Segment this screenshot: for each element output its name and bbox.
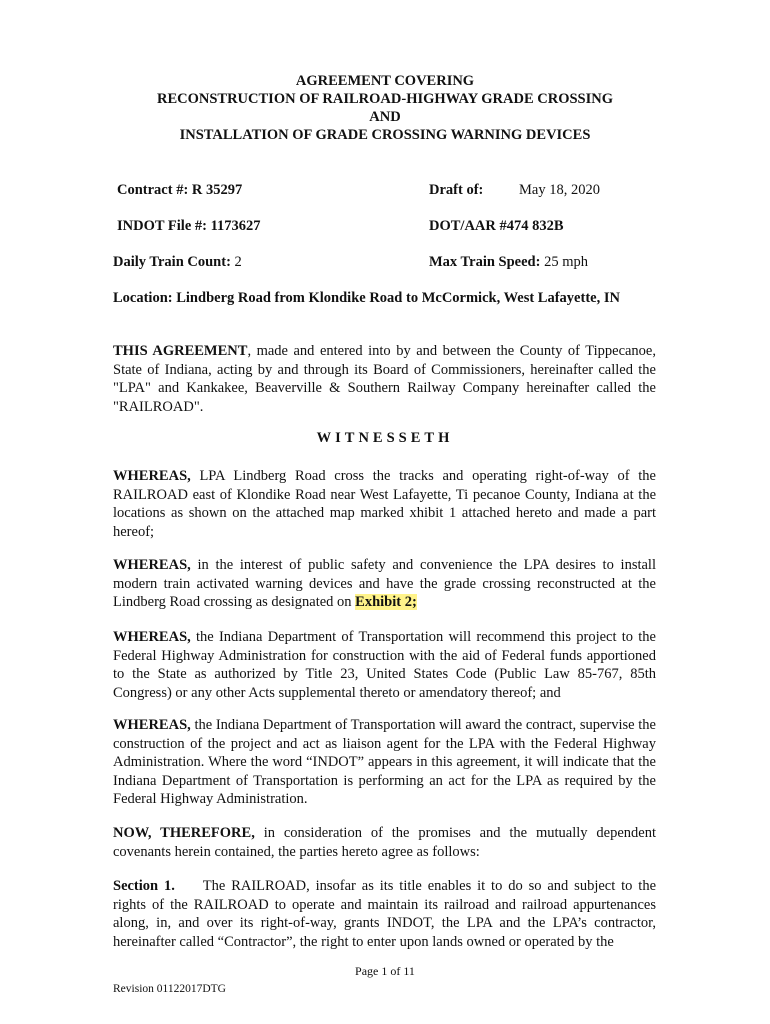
- location-value: Lindberg Road from Klondike Road to McCormick, West Lafayette, IN: [176, 290, 620, 306]
- section-1-text: The RAILROAD, insofar as its title enables it to do so and subject to the rights of the RAILROAD to operate and maintain its railroad and railroad appurtenances along, in, and over its right-of-way, grants INDOT, the LPA and the LPA’s contractor, hereinafter called “Contractor”, the right to enter upon lands owned or operated by the: [113, 878, 657, 950]
- now-therefore-lead: NOW, THEREFORE,: [113, 825, 255, 841]
- whereas-3-text: the Indiana Department of Transportation will recommend this project to the Federal Highway Administration for construction with the aid of Federal funds apportioned to the State as authorized by Title 23, United States Code (Public Law 85-767, 85th Congress) or any other Acts supplemental thereto or amendatory thereof; and: [113, 629, 656, 701]
- title-line-3: AND: [369, 109, 401, 125]
- title-line-1: AGREEMENT COVERING: [295, 73, 475, 89]
- location-label: Location:: [113, 290, 173, 306]
- contract-value: R 35297: [191, 182, 243, 198]
- now-therefore-text: in consideration of the promises and the mutually dependent covenants herein contained, the parties hereto agree as follows:: [113, 825, 656, 860]
- whereas-4-text: the Indiana Department of Transportation will award the contract, supervise the construction of the project and act as liaison agent for the LPA with the Federal Highway Administration. Where the word “INDOT” appears in this agreement, it will indicate that the Indiana Department of Transportation is performing an act for the LPA as required by the Federal Highway Administration.: [113, 717, 656, 807]
- draft-field: [429, 182, 483, 199]
- whereas-1-lead: WHEREAS,: [113, 468, 191, 484]
- train-count-label: Daily Train Count:: [113, 254, 231, 270]
- whereas-paragraph-4: [113, 716, 656, 809]
- draft-label: Draft of:: [429, 182, 484, 198]
- indot-file-label: INDOT File #:: [117, 218, 207, 234]
- page-number: Page 1 of 11: [355, 964, 415, 978]
- contract-label: Contract #:: [117, 182, 189, 198]
- whereas-2-text: in the interest of public safety and convenience the LPA desires to install modern train activated warning devices and have the grade crossing reconstructed at the Lindberg Road crossing as designated on: [113, 557, 656, 610]
- whereas-paragraph-2: [113, 556, 656, 612]
- witnesseth-heading: WITNESSETH: [316, 430, 454, 446]
- indot-file-value: 1173627: [210, 218, 261, 234]
- revision-label: Revision 01122017DTG: [113, 983, 226, 995]
- indot-file-field: [117, 218, 261, 235]
- whereas-paragraph-1: [113, 467, 656, 541]
- exhibit-2-highlight: Exhibit 2;: [355, 594, 417, 610]
- contract-field: [117, 182, 242, 199]
- dot-aar-number: DOT/AAR #474 832B: [429, 218, 564, 234]
- draft-date: May 18, 2020: [519, 182, 600, 198]
- train-count-value: 2: [234, 254, 242, 270]
- location-field: [113, 290, 620, 307]
- now-therefore-paragraph: [113, 824, 656, 861]
- max-speed-field: [429, 254, 588, 271]
- agreement-paragraph: [113, 342, 656, 416]
- section-1-lead: Section 1.: [113, 878, 175, 894]
- max-speed-value: 25 mph: [544, 254, 588, 270]
- max-speed-label: Max Train Speed:: [429, 254, 541, 270]
- title-line-4: INSTALLATION OF GRADE CROSSING WARNING DEVICES: [179, 127, 591, 143]
- agreement-text: , made and entered into by and between the County of Tippecanoe, State of Indiana, acting by and through its Board of Commissioners, hereinafter called the "LPA" and Kankakee, Beaverville & Southern Railway Company hereinafter called the "RAILROAD".: [113, 343, 656, 415]
- section-1-paragraph: [113, 877, 656, 951]
- whereas-4-lead: WHEREAS,: [113, 717, 191, 733]
- whereas-2-lead: WHEREAS,: [113, 557, 191, 573]
- document-title: [0, 72, 770, 144]
- whereas-3-lead: WHEREAS,: [113, 629, 191, 645]
- whereas-paragraph-3: [113, 628, 656, 702]
- train-count-field: [113, 254, 242, 271]
- agreement-lead: THIS AGREEMENT: [113, 343, 248, 359]
- title-line-2: RECONSTRUCTION OF RAILROAD-HIGHWAY GRADE CROSSING: [156, 91, 613, 107]
- whereas-1-text: LPA Lindberg Road cross the tracks and operating right-of-way of the RAILROAD east of Klondike Road near West Lafayette, Ti pecanoe County, Indiana at the locations as shown on the attached map marked xhibit 1 attached hereto and made a part hereof;: [113, 468, 656, 540]
